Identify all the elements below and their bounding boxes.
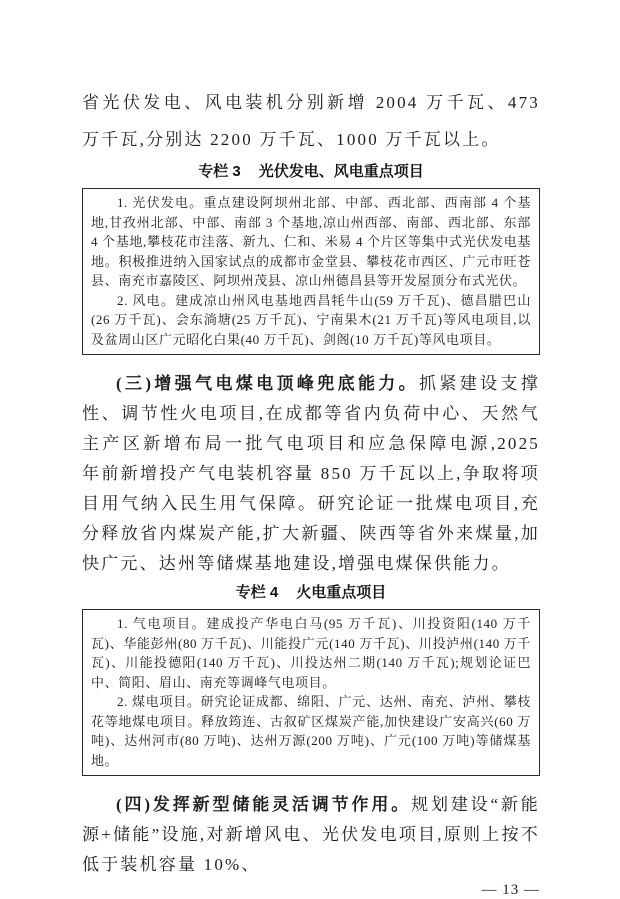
box4-item-coal: 2. 煤电项目。研究论证成都、绵阳、广元、达州、南充、泸州、攀枝花等地煤电项目。释放筠连、古叙矿区煤炭产能,加快建设广安高兴(60 万吨)、达州河市(80 万吨)、达州万源(200 万吨)、广元(100 万吨)等储煤基地。 — [91, 694, 531, 768]
intro-paragraph: 省光伏发电、风电装机分别新增 2004 万千瓦、473 万千瓦,分别达 2200 万千瓦、1000 万千瓦以上。 — [82, 93, 540, 149]
box4-item-gas: 1. 气电项目。建成投产华电白马(95 万千瓦)、川投资阳(140 万千瓦)、华能彭州(80 万千瓦)、川能投广元(140 万千瓦)、川投泸州(140 万千瓦)、川能投德阳(140 万千瓦)、川投达州二期(140 万千瓦);规划论证巴中、简阳、眉山、南充等调峰气电项目。 — [91, 616, 531, 690]
page-number: — 13 — — [481, 882, 540, 898]
box3-item-solar: 1. 光伏发电。重点建设阿坝州北部、中部、西北部、西南部 4 个基地,甘孜州北部、中部、南部 3 个基地,凉山州西部、南部、西北部、东部 4 个基地,攀枝花市洼落、新九、仁和、米易 4 个片区等集中式光伏发电基地。积极推进纳入国家试点的成都市金堂县、攀枝花市西区、广元市旺苍县、南充市嘉陵区、阿坝州茂县、凉山州德昌县等开发屋顶分布式光伏。 — [91, 195, 531, 288]
paragraph-4 — [82, 790, 540, 880]
box3-heading — [82, 162, 540, 182]
box4-label: 专栏 4 — [235, 584, 279, 601]
paragraph-4-body: 规划建设“新能源+储能”设施,对新增风电、光伏发电项目,原则上按不低于装机容量 10%、 — [82, 795, 540, 874]
box3-item-wind: 2. 风电。建成凉山州风电基地西昌牦牛山(59 万千瓦)、德昌腊巴山(26 万千瓦)、会东淌塘(25 万千瓦)、宁南果木(21 万千瓦)等风电项目,以及盆周山区广元昭化白果(40 万千瓦)、剑阁(10 万千瓦)等风电项目。 — [91, 292, 531, 347]
box3-title: 光伏发电、风电重点项目 — [258, 163, 424, 180]
paragraph-4-lead: (四)发挥新型储能灵活调节作用。 — [116, 795, 412, 814]
paragraph-3-lead: (三)增强气电煤电顶峰兜底能力。 — [116, 374, 420, 393]
box4-title: 火电重点项目 — [296, 584, 387, 601]
box4-panel — [82, 609, 540, 776]
paragraph-3-body: 抓紧建设支撑性、调节性火电项目,在成都等省内负荷中心、天然气主产区新增布局一批气电项目和应急保障电源,2025 年前新增投产气电装机容量 850 万千瓦以上,争取将项目用气纳入民生用气保障。研究论证一批煤电项目,充分释放省内煤炭产能,扩大新疆、陕西等省外来煤量,加快广元、达州等储煤基地建设,增强电煤保供能力。 — [82, 374, 540, 573]
box4-heading — [82, 583, 540, 603]
box3-label: 专栏 3 — [198, 163, 241, 180]
box3-panel — [82, 188, 540, 355]
paragraph-3 — [82, 369, 540, 579]
